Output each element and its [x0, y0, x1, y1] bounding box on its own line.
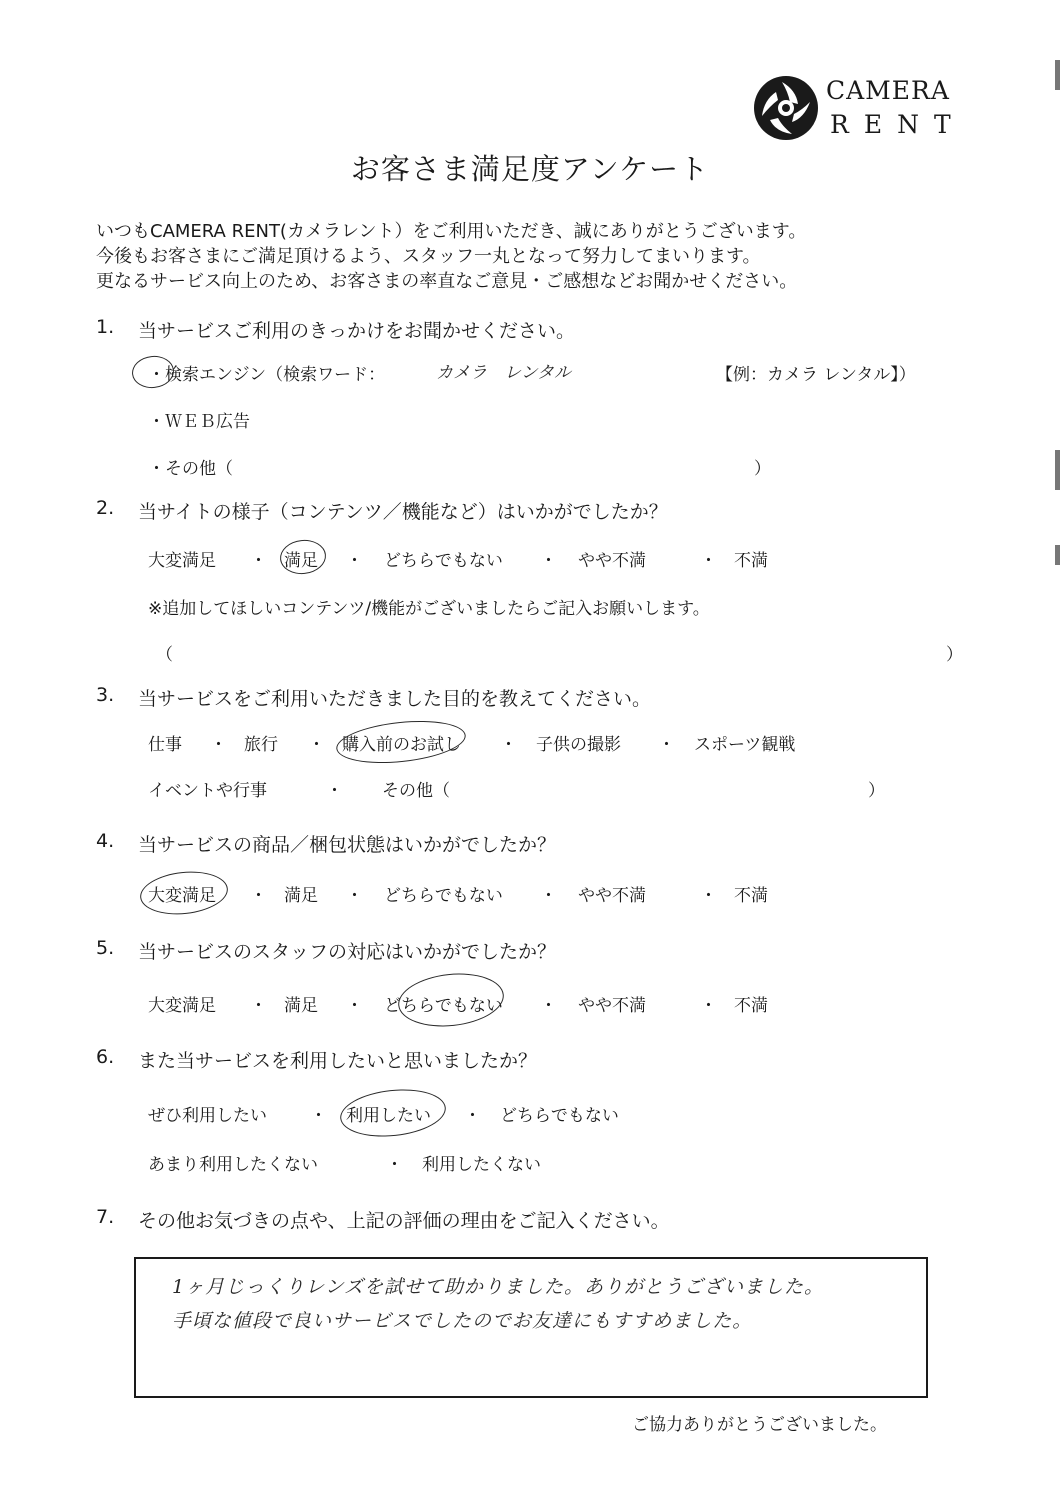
- separator: ・: [700, 996, 717, 1016]
- q6-number: 6.: [96, 1046, 115, 1068]
- q6-text: また当サービスを利用したいと思いましたか？: [138, 1050, 538, 1072]
- q1-option-search: ・検索エンジン（検索ワード：: [148, 365, 386, 385]
- closing-message: ご協力ありがとうございました。: [632, 1415, 887, 1435]
- q3-number: 3.: [96, 684, 115, 706]
- q4-option-dissatisfied: 不満: [734, 886, 768, 906]
- q6-option-not-really: あまり利用したくない: [148, 1155, 318, 1175]
- q4-option-neutral: どちらでもない: [384, 886, 503, 906]
- separator: ・: [346, 551, 363, 571]
- separator: ・: [310, 1106, 327, 1126]
- q1-search-example: 【例：カメラ レンタル】）: [716, 365, 916, 385]
- q4-option-very-satisfied: 大変満足: [148, 886, 216, 906]
- separator: ・: [386, 1155, 403, 1175]
- q2-paren-close: ）: [946, 645, 963, 665]
- q3-option-trial: 購入前のお試し: [342, 735, 461, 755]
- q2-paren-open: （: [156, 645, 173, 665]
- q3-option-sports: スポーツ観戦: [694, 735, 796, 755]
- q5-text: 当サービスのスタッフの対応はいかがでしたか？: [138, 941, 557, 963]
- scan-edge-mark: [1055, 60, 1060, 90]
- q3-option-work: 仕事: [148, 735, 182, 755]
- q2-text: 当サイトの様子（コンテンツ／機能など）はいかがでしたか？: [138, 501, 668, 523]
- q7-answer-line-1: 1ヶ月じっくりレンズを試せて助かりました。ありがとうございました。: [172, 1276, 825, 1298]
- q4-number: 4.: [96, 830, 115, 852]
- q5-option-satisfied: 満足: [284, 996, 318, 1016]
- q1-other-close: ）: [754, 459, 771, 479]
- q7-answer-line-2: 手頃な値段で良いサービスでしたのでお友達にもすすめました。: [172, 1310, 753, 1332]
- q2-number: 2.: [96, 497, 115, 519]
- q6-option-neutral: どちらでもない: [500, 1106, 619, 1126]
- q2-option-very-satisfied: 大変満足: [148, 551, 216, 571]
- q5-number: 5.: [96, 937, 115, 959]
- separator: ・: [250, 996, 267, 1016]
- q3-option-other: その他（: [382, 781, 450, 801]
- q2-option-dissatisfied: 不満: [734, 551, 768, 571]
- separator: ・: [210, 735, 227, 755]
- separator: ・: [700, 886, 717, 906]
- q5-option-somewhat-dissatisfied: やや不満: [578, 996, 646, 1016]
- separator: ・: [540, 996, 557, 1016]
- separator: ・: [250, 551, 267, 571]
- separator: ・: [658, 735, 675, 755]
- separator: ・: [346, 886, 363, 906]
- q2-option-somewhat-dissatisfied: やや不満: [578, 551, 646, 571]
- q3-text: 当サービスをご利用いただきました目的を教えてください。: [138, 688, 652, 710]
- q1-option-other: ・その他（: [148, 459, 233, 479]
- q6-option-yes: 利用したい: [346, 1106, 431, 1126]
- separator: ・: [308, 735, 325, 755]
- q3-option-children: 子供の撮影: [536, 735, 621, 755]
- q4-text: 当サービスの商品／梱包状態はいかがでしたか？: [138, 834, 557, 856]
- separator: ・: [346, 996, 363, 1016]
- brand-name-line2: RENT: [830, 110, 966, 139]
- scan-edge-mark: [1055, 545, 1060, 565]
- separator: ・: [540, 886, 557, 906]
- q4-option-satisfied: 満足: [284, 886, 318, 906]
- q1-number: 1.: [96, 316, 115, 338]
- intro-line-2: 今後もお客さまにご満足頂けるよう、スタッフ一丸となって努力してまいります。: [96, 246, 761, 267]
- q3-other-close: ）: [868, 781, 885, 801]
- intro-line-1: いつもCAMERA RENT(カメラレント）をご利用いただき、誠にありがとうございます。: [96, 221, 807, 242]
- q1-search-answer: カメラ レンタル: [436, 363, 571, 383]
- q2-option-neutral: どちらでもない: [384, 551, 503, 571]
- brand-name-line1: CAMERA: [826, 76, 950, 105]
- scan-edge-mark: [1055, 450, 1060, 490]
- separator: ・: [500, 735, 517, 755]
- separator: ・: [326, 781, 343, 801]
- separator: ・: [464, 1106, 481, 1126]
- q2-note: ※追加してほしいコンテンツ/機能がございましたらご記入お願いします。: [148, 599, 710, 619]
- q4-option-somewhat-dissatisfied: やや不満: [578, 886, 646, 906]
- q2-option-satisfied: 満足: [284, 551, 318, 571]
- page-title: お客さま満足度アンケート: [350, 152, 710, 186]
- q5-answer-circle: [396, 969, 507, 1032]
- q7-number: 7.: [96, 1206, 115, 1228]
- q1-text: 当サービスご利用のきっかけをお聞かせください。: [138, 320, 576, 342]
- q3-option-travel: 旅行: [244, 735, 278, 755]
- q1-option-web: ・ＷＥＢ広告: [148, 412, 250, 432]
- q5-option-dissatisfied: 不満: [734, 996, 768, 1016]
- q6-answer-circle: [338, 1085, 448, 1142]
- camera-shutter-icon: [752, 74, 820, 142]
- intro-line-3: 更なるサービス向上のため、お客さまの率直なご意見・ご感想などお聞かせください。: [96, 271, 798, 292]
- q5-option-very-satisfied: 大変満足: [148, 996, 216, 1016]
- q7-text: その他お気づきの点や、上記の評価の理由をご記入ください。: [138, 1210, 670, 1232]
- separator: ・: [250, 886, 267, 906]
- separator: ・: [540, 551, 557, 571]
- q4-answer-circle: [138, 868, 230, 919]
- q3-option-events: イベントや行事: [148, 781, 267, 801]
- separator: ・: [700, 551, 717, 571]
- q3-answer-circle: [334, 715, 467, 768]
- q6-option-definitely: ぜひ利用したい: [148, 1106, 267, 1126]
- q6-option-no: 利用したくない: [422, 1155, 541, 1175]
- q5-option-neutral: どちらでもない: [384, 996, 503, 1016]
